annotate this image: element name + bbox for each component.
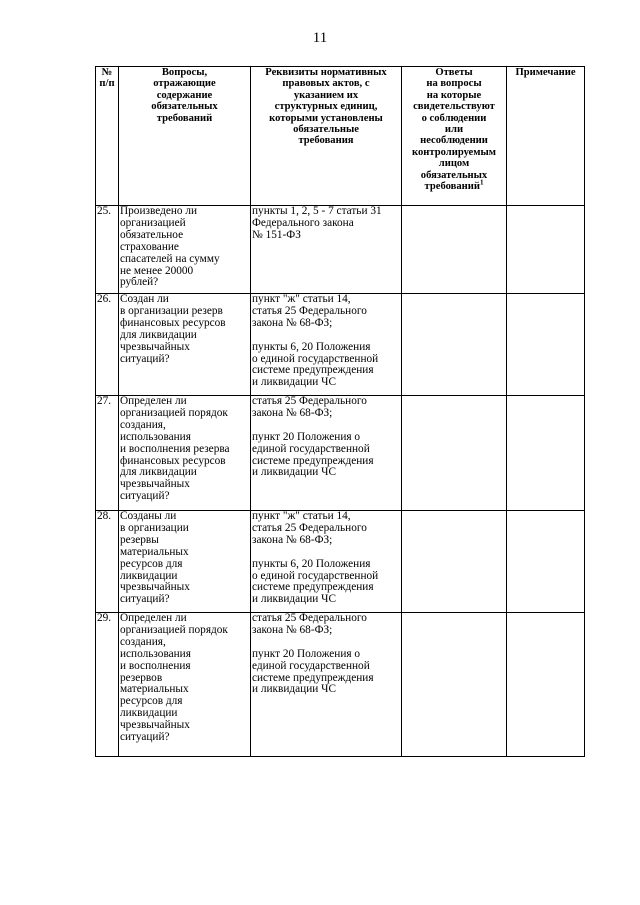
row-answer <box>402 613 507 757</box>
row-question: Создан ли в организации резерв финансовых ресурсов для ликвидации чрезвычайных ситуаций? <box>119 294 251 396</box>
row-number: 26. <box>96 294 119 396</box>
table-row <box>96 206 585 294</box>
header-note <box>507 67 585 206</box>
row-number: 28. <box>96 511 119 613</box>
row-number: 25. <box>96 206 119 294</box>
header-questions-label: Вопросы, отражающие содержание обязательных требований <box>151 67 218 124</box>
table-row <box>96 294 585 396</box>
header-acts-label: Реквизиты нормативных правовых актов, с указанием их структурных единиц, которыми установлены обязательные требования <box>265 67 387 147</box>
row-note <box>507 294 585 396</box>
row-number: 29. <box>96 613 119 757</box>
header-number-label: № п/п <box>99 67 115 90</box>
row-question: Созданы ли в организации резервы материальных ресурсов для ликвидации чрезвычайных ситуаций? <box>119 511 251 613</box>
row-note <box>507 511 585 613</box>
header-note-label: Примечание <box>515 67 576 78</box>
requirements-table <box>95 66 585 757</box>
row-acts: пункты 1, 2, 5 - 7 статьи 31 Федерального закона № 151-ФЗ <box>251 206 402 294</box>
header-answers-label: Ответы на вопросы на которые свидетельствуют о соблюдении или несоблюдении контролируемым лицом обязательных требований <box>412 67 496 193</box>
row-note <box>507 206 585 294</box>
header-answers-footnote: 1 <box>479 178 484 187</box>
table-row <box>96 613 585 757</box>
row-acts: пункт "ж" статьи 14, статья 25 Федерального закона № 68-ФЗ; пункты 6, 20 Положения о единой государственной системе предупреждения и ликвидации ЧС <box>251 294 402 396</box>
row-answer <box>402 206 507 294</box>
row-answer <box>402 294 507 396</box>
row-acts: статья 25 Федерального закона № 68-ФЗ; пункт 20 Положения о единой государственной системе предупреждения и ликвидации ЧС <box>251 396 402 511</box>
row-acts: статья 25 Федерального закона № 68-ФЗ; пункт 20 Положения о единой государственной системе предупреждения и ликвидации ЧС <box>251 613 402 757</box>
row-answer <box>402 511 507 613</box>
row-acts: пункт "ж" статьи 14, статья 25 Федерального закона № 68-ФЗ; пункты 6, 20 Положения о единой государственной системе предупреждения и ликвидации ЧС <box>251 511 402 613</box>
row-question: Определен ли организацией порядок создания, использования и восполнения резерва финансовых ресурсов для ликвидации чрезвычайных ситуаций? <box>119 396 251 511</box>
table-header-row <box>96 67 585 206</box>
row-number: 27. <box>96 396 119 511</box>
row-note <box>507 613 585 757</box>
row-question: Определен ли организацией порядок создания, использования и восполнения резервов материальных ресурсов для ликвидации чрезвычайных ситуаций? <box>119 613 251 757</box>
header-number <box>96 67 119 206</box>
row-question: Произведено ли организацией обязательное страхование спасателей на сумму не менее 20000 рублей? <box>119 206 251 294</box>
header-answers <box>402 67 507 206</box>
row-answer <box>402 396 507 511</box>
table-row <box>96 511 585 613</box>
header-acts <box>251 67 402 206</box>
table-row <box>96 396 585 511</box>
page-number: 11 <box>312 30 328 46</box>
row-note <box>507 396 585 511</box>
header-questions <box>119 67 251 206</box>
